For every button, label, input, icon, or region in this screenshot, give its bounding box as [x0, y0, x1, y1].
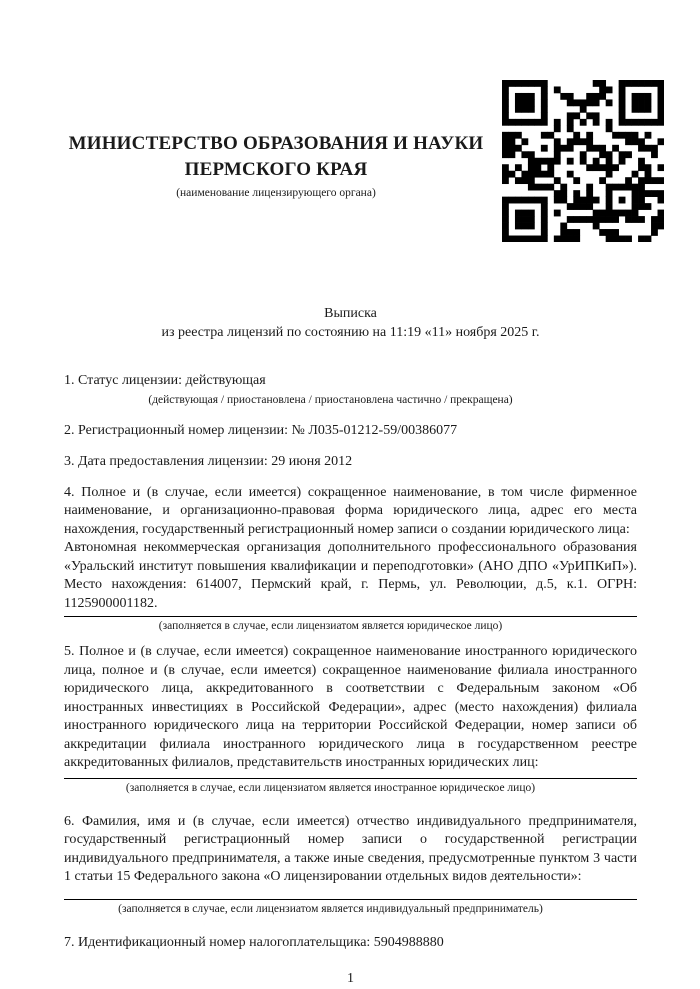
- entrepreneur-caption: (заполняется в случае, если лицензиатом является индивидуальный предприниматель): [118, 903, 543, 915]
- document-title: [64, 305, 637, 342]
- item-entrepreneur-question: 6. Фамилия, имя и (в случае, если имеется) отчество индивидуального предпринимателя, государственный регистрационный номер записи о государственной регистрации индивидуального предпринимателя, а также иные сведения, предусмотренные пунктом 3 части 1 статьи 15 Федерального закона «О лицензировании отдельных видов деятельности»:: [64, 813, 637, 884]
- item-legal-entity-answer: Автономная некоммерческая организация дополнительного профессионального образования «Уральский институт повышения квалификации и переподготовки» (АНО ДПО «УрИПКиП»). Место нахождения: 614007, Пермский край, г. Пермь, ул. Революции, д.5, к.1. ОГРН: 1125900001182.: [64, 540, 637, 611]
- license-status-options-caption: (действующая / приостановлена / приостановлена частично / прекращена): [148, 393, 513, 406]
- licensing-authority-header: [64, 131, 488, 200]
- foreign-entity-caption: (заполняется в случае, если лицензиатом является иностранное юридическое лицо): [125, 781, 536, 794]
- item-registration-number: 2. Регистрационный номер лицензии: № Л035-01212-59/00386077: [64, 422, 458, 438]
- item-taxpayer-number: 7. Идентификационный номер налогоплательщика: 5904988880: [64, 935, 444, 950]
- fill-line-entrepreneur: [64, 899, 637, 900]
- legal-entity-caption: (заполняется в случае, если лицензиатом является юридическое лицо): [158, 620, 503, 632]
- fill-line-legal-entity: [64, 616, 637, 617]
- item-foreign-entity-question: 5. Полное и (в случае, если имеется) сокращенное наименование иностранного юридического лица, полное и (в случае, если имеется) сокращенное наименование филиала иностранного юридического лица, аккредитованного в соответствии с Федеральным законом «Об иностранных инвестициях в Российской Федерации», адрес (место нахождения) филиала иностранного юридического лица на территории Российской Федерации, номер записи об аккредитации филиала иностранного юридического лица в государственном реестре аккредитованных филиалов, представительств иностранных юридических лиц:: [64, 644, 637, 770]
- document-body: [64, 305, 637, 988]
- fill-line-foreign-entity: [64, 778, 637, 779]
- item-legal-entity-question: 4. Полное и (в случае, если имеется) сокращенное наименование, в том числе фирменное наименование, и организационно-правовая форма юридического лица, адрес его места нахождения, государственный регистрационный номер записи о создании юридического лица:: [64, 484, 637, 537]
- licensing-authority-caption: (наименование лицензирующего органа): [176, 187, 376, 199]
- qr-code-icon: [502, 80, 664, 242]
- title-line2: из реестра лицензий по состоянию на 11:19 «11» ноября 2025 г.: [161, 324, 540, 340]
- ministry-name-line2: ПЕРМСКОГО КРАЯ: [184, 159, 368, 180]
- ministry-name-line1: МИНИСТЕРСТВО ОБРАЗОВАНИЯ И НАУКИ: [68, 133, 484, 154]
- page-number: 1: [347, 970, 354, 986]
- item-grant-date: 3. Дата предоставления лицензии: 29 июня 2012: [64, 453, 353, 469]
- item-license-status: 1. Статус лицензии: действующая: [64, 373, 266, 388]
- title-line1: Выписка: [324, 306, 377, 321]
